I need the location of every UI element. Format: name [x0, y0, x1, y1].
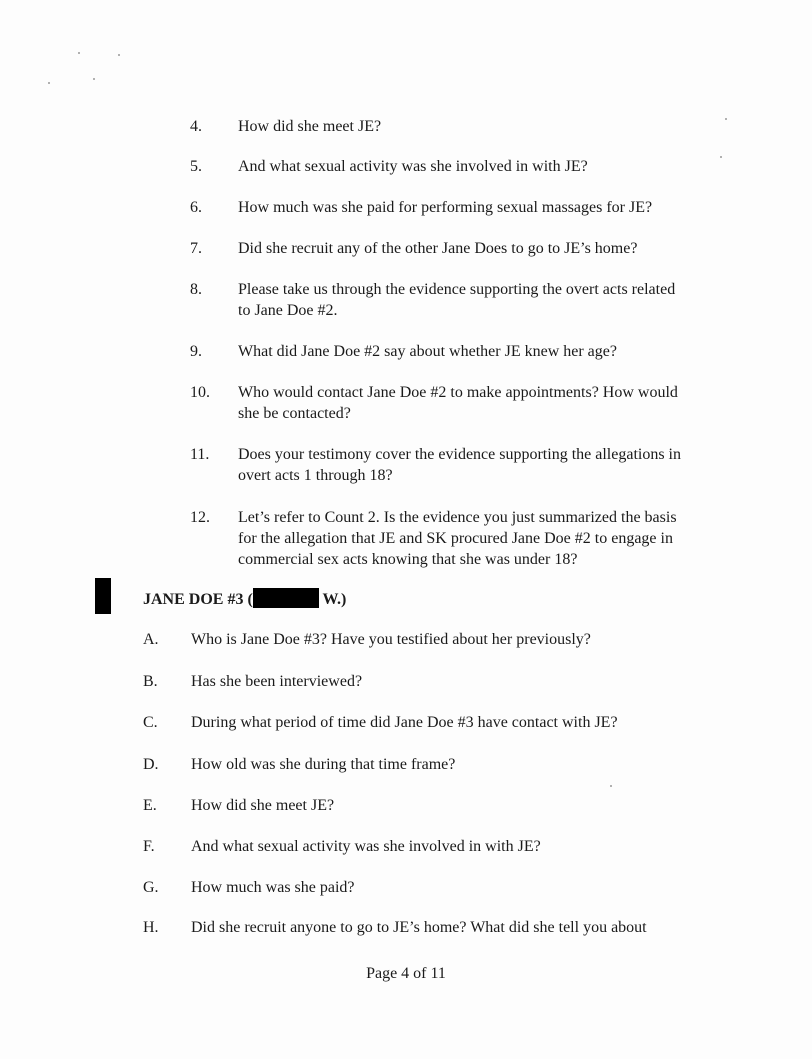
question-text: During what period of time did Jane Doe #3 have contact with JE? — [191, 714, 618, 731]
heading-prefix: JANE DOE #3 ( — [143, 591, 253, 608]
scan-speck — [48, 82, 50, 84]
question-number: 9. — [190, 343, 202, 360]
scan-speck — [610, 785, 612, 787]
question-number: 8. — [190, 281, 202, 298]
question-text: What did Jane Doe #2 say about whether JE knew her age? — [238, 343, 617, 360]
question-number: 10. — [190, 384, 210, 401]
question-text: How much was she paid? — [191, 879, 355, 896]
question-letter: H. — [143, 919, 159, 936]
question-letter: D. — [143, 756, 159, 773]
question-text-line: to Jane Doe #2. — [238, 302, 338, 319]
scan-speck — [93, 78, 95, 80]
question-letter: G. — [143, 879, 159, 896]
question-number: 12. — [190, 509, 210, 526]
question-text: And what sexual activity was she involved in with JE? — [238, 158, 588, 175]
question-text: Did she recruit any of the other Jane Does to go to JE’s home? — [238, 240, 638, 257]
question-text-line: commercial sex acts knowing that she was under 18? — [238, 551, 578, 568]
question-letter: C. — [143, 714, 158, 731]
question-letter: B. — [143, 673, 158, 690]
question-text: How did she meet JE? — [191, 797, 335, 814]
scan-speck — [118, 54, 120, 56]
heading-suffix: W.) — [322, 591, 347, 608]
section-heading — [143, 588, 346, 611]
question-letter: F. — [143, 838, 155, 855]
question-letter: E. — [143, 797, 157, 814]
question-text: Did she recruit anyone to go to JE’s home? What did she tell you about — [191, 919, 647, 936]
question-text: How old was she during that time frame? — [191, 756, 456, 773]
question-text: Has she been interviewed? — [191, 673, 363, 690]
question-text-line: overt acts 1 through 18? — [238, 467, 393, 484]
question-number: 6. — [190, 199, 202, 216]
question-letter: A. — [143, 631, 159, 648]
scan-speck — [78, 52, 80, 54]
question-text: How did she meet JE? — [238, 118, 382, 135]
question-text-line: Please take us through the evidence supporting the overt acts related — [238, 281, 676, 298]
question-text-line: Does your testimony cover the evidence supporting the allegations in — [238, 446, 681, 463]
question-text: And what sexual activity was she involved in with JE? — [191, 838, 541, 855]
page-number-footer: Page 4 of 11 — [366, 965, 446, 982]
question-text: How much was she paid for performing sexual massages for JE? — [238, 199, 653, 216]
question-number: 5. — [190, 158, 202, 175]
question-text-line: Who would contact Jane Doe #2 to make appointments? How would — [238, 384, 678, 401]
question-number: 7. — [190, 240, 202, 257]
question-number: 11. — [190, 446, 210, 463]
question-text-line: she be contacted? — [238, 405, 351, 422]
question-text-line: Let’s refer to Count 2. Is the evidence you just summarized the basis — [238, 509, 677, 526]
question-text-line: for the allegation that JE and SK procured Jane Doe #2 to engage in — [238, 530, 673, 547]
question-number: 4. — [190, 118, 202, 135]
margin-redaction-bar — [95, 578, 111, 614]
redaction-block — [253, 588, 319, 608]
question-text: Who is Jane Doe #3? Have you testified about her previously? — [191, 631, 591, 648]
